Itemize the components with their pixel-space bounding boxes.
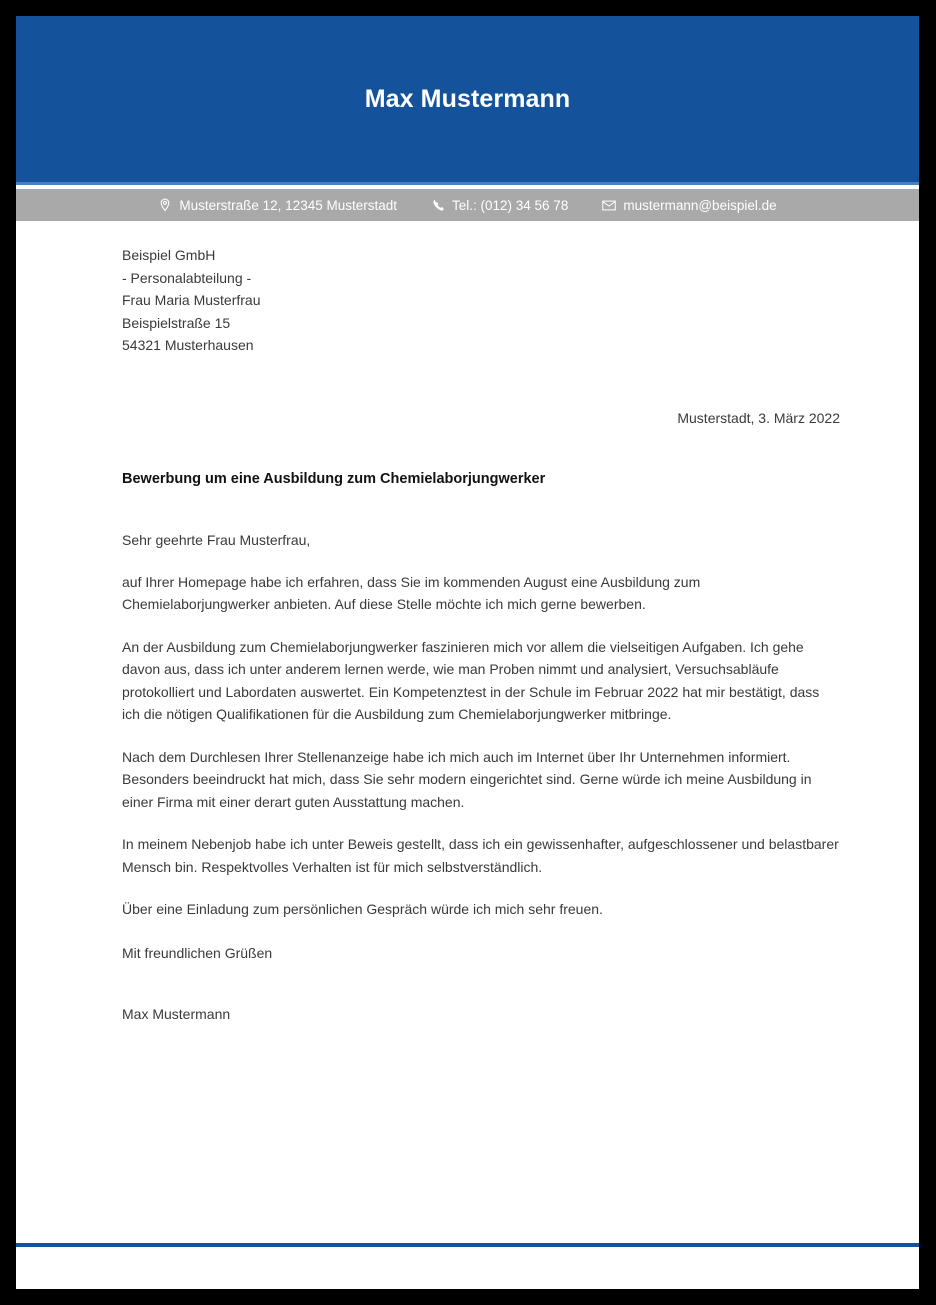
page-title: Max Mustermann — [364, 84, 571, 113]
recipient-line-department: - Personalabteilung - — [122, 269, 252, 286]
body-paragraph-4: In meinem Nebenjob habe ich unter Beweis gestellt, dass ich ein gewissenhafter, aufgeschlossener und belastbarer Mensch bin. Respektvolles Verhalten ist für mich selbstverständlich. — [122, 836, 839, 875]
contact-email — [602, 198, 776, 213]
contact-email-text: mustermann@beispiel.de — [623, 197, 777, 213]
letter-body — [122, 244, 840, 1025]
location-pin-icon — [158, 198, 172, 212]
subject-line: Bewerbung um eine Ausbildung zum Chemielaborjungwerker — [122, 470, 546, 487]
contact-bar — [16, 189, 919, 221]
contact-phone — [431, 198, 568, 213]
envelope-icon — [602, 198, 616, 212]
signature-name: Max Mustermann — [122, 1005, 231, 1022]
phone-icon — [431, 198, 445, 212]
body-paragraph-1: auf Ihrer Homepage habe ich erfahren, dass Sie im kommenden August eine Ausbildung zum Chemielaborjungwerker anbieten. Auf diese Stelle möchte ich mich gerne bewerben. — [122, 573, 701, 613]
contact-address-text: Musterstraße 12, 12345 Musterstadt — [179, 197, 397, 213]
contact-address — [158, 198, 397, 213]
letter-page — [16, 16, 919, 1289]
body-paragraph-5: Über eine Einladung zum persönlichen Gespräch würde ich mich sehr freuen. — [122, 901, 603, 918]
body-paragraph-3: Nach dem Durchlesen Ihrer Stellenanzeige habe ich mich auch im Internet über Ihr Unternehmen informiert. Besonders beeindruckt hat mich, dass Sie sehr modern eingerichtet sind. Gerne würde ich meine Ausbildung in einer Firma mit einer derart guten Ausstattung machen. — [122, 748, 812, 810]
recipient-line-person: Frau Maria Musterfrau — [122, 292, 261, 309]
salutation: Sehr geehrte Frau Musterfrau, — [122, 531, 311, 548]
contact-phone-text: Tel.: (012) 34 56 78 — [452, 197, 569, 213]
body-paragraph-2: An der Ausbildung zum Chemielaborjungwerker faszinieren mich vor allem die vielseitigen Aufgaben. Ich gehe davon aus, dass ich unter anderem lernen werde, wie man Proben nimmt und analysiert, Versuchsabläufe protokolliert und Labordaten auswertet. Ein Kompetenztest in der Schule im Februar 2022 hat mir bestätigt, dass ich die nötigen Qualifikationen für die Ausbildung zum Chemielaborjungwerker mitbringe. — [122, 638, 820, 723]
recipient-address-block — [122, 244, 840, 357]
footer-area — [16, 1247, 919, 1289]
recipient-line-city: 54321 Musterhausen — [122, 337, 254, 354]
header-underline — [16, 182, 919, 185]
recipient-line-company: Beispiel GmbH — [122, 247, 216, 263]
closing-phrase: Mit freundlichen Grüßen — [122, 944, 273, 961]
date-line: Musterstadt, 3. März 2022 — [677, 409, 840, 426]
recipient-line-street: Beispielstraße 15 — [122, 314, 231, 331]
